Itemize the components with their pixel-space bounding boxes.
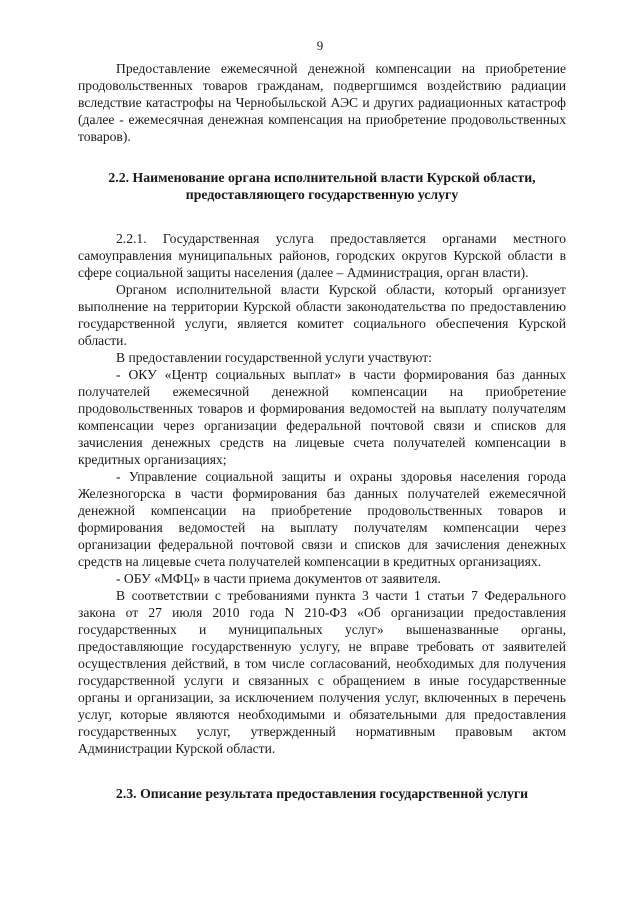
intro-paragraph: Предоставление ежемесячной денежной компенсации на приобретение продовольственных товаров гражданам, подвергшимся воздействию радиации вследствие катастрофы на Чернобыльской АЭС и других радиационных катастроф (далее - ежемесячная денежная компенсация на приобретение продовольственных товаров). xyxy=(78,61,566,144)
page-number: 9 xyxy=(316,38,324,53)
paragraph-2-2-1: 2.2.1. Государственная услуга предоставляется органами местного самоуправления муниципальных районов, городских округов Курской области в сфере социальной защиты населения (далее – Администрация, орган власти). xyxy=(78,231,566,280)
section-heading-2-3: 2.3. Описание результата предоставления государственной услуги xyxy=(115,786,529,801)
list-item-mfc: - ОБУ «МФЦ» в части приема документов от заявителя. xyxy=(116,571,441,586)
list-item-oku: - ОКУ «Центр социальных выплат» в части формирования баз данных получателей ежемесячной денежной компенсации на приобретение продовольственных товаров и формирования ведомостей на выплату получателям компенсации через организации федеральной почтовой связи и списков для зачисления денежных средств на лицевые счета получателей компенсации в кредитных организациях; xyxy=(78,367,566,467)
paragraph-participants-intro: В предоставлении государственной услуги участвуют: xyxy=(116,350,432,365)
paragraph-executive-body: Органом исполнительной власти Курской области, который организует выполнение на территории Курской области законодательства по предоставлению государственной услуги, является комитет социального обеспечения Курской области. xyxy=(78,282,566,348)
section-heading-2-2: 2.2. Наименование органа исполнительной власти Курской области, предоставляющего государственную услугу xyxy=(108,170,536,202)
document-body xyxy=(78,60,566,802)
list-item-zheleznogorsk: - Управление социальной защиты и охраны здоровья населения города Железногорска в части формирования баз данных получателей ежемесячной денежной компенсации на приобретение продовольственных товаров и формирования ведомостей на выплату получателям компенсации через организации федеральной почтовой связи и списков для зачисления денежных средств на лицевые счета получателей компенсации в кредитных организациях. xyxy=(78,469,566,569)
paragraph-federal-law: В соответствии с требованиями пункта 3 части 1 статьи 7 Федерального закона от 27 июля 2010 года N 210-ФЗ «Об организации предоставления государственных и муниципальных услуг» вышеназванные органы, предоставляющие государственную услугу, не вправе требовать от заявителей осуществления действий, в том числе согласований, необходимых для получения государственной услуги и связанных с обращением в иные государственные органы и организации, за исключением получения услуг, включенных в перечень услуг, которые являются необходимыми и обязательными для предоставления государственных услуг, утвержденный нормативным правовым актом Администрации Курской области. xyxy=(78,588,566,756)
